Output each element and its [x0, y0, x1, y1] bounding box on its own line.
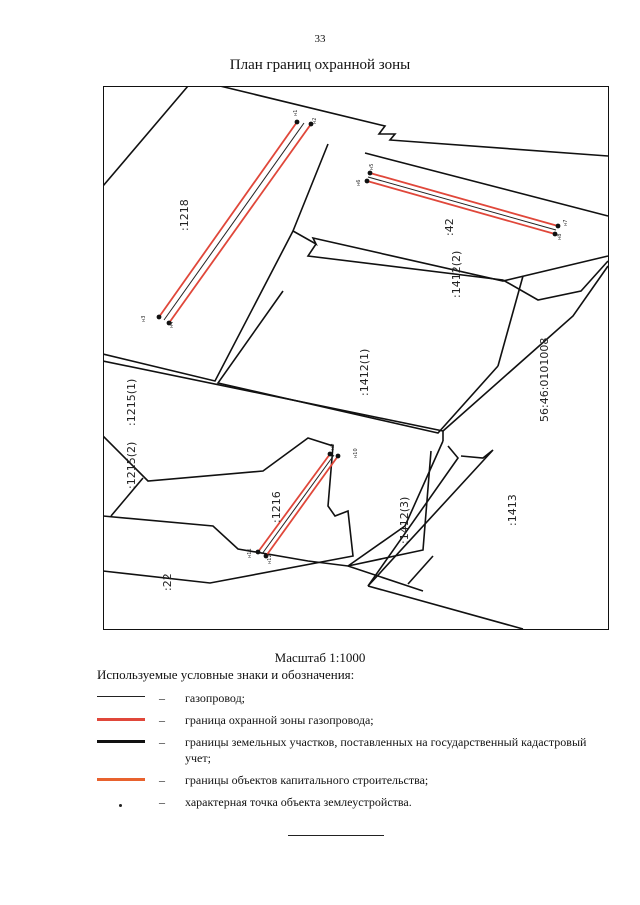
point-label-n2: н2	[312, 117, 318, 124]
point-label-n11: н11	[247, 548, 253, 558]
legend-dash: –	[159, 691, 165, 705]
map-scale: Масштаб 1:1000	[274, 650, 366, 665]
block-number-label: 56:46:0101008	[538, 337, 551, 422]
legend-item-zone	[97, 712, 597, 734]
legend-text: характерная точка объекта землеустройства.	[185, 795, 412, 809]
legend-text: газопровод;	[185, 691, 246, 705]
point-label-n10: н10	[353, 448, 359, 458]
legend-text: граница охранной зоны газопровода;	[185, 713, 374, 727]
point-label-n3: н3	[141, 315, 147, 322]
legend-item-buildings	[97, 772, 597, 794]
point-label-n9: н9	[330, 443, 336, 450]
legend-dash: –	[159, 735, 165, 749]
legend-text: границы объектов капитального строительства;	[185, 773, 429, 787]
building-line-symbol	[97, 778, 145, 781]
parcel-label-1412-1: :1412(1)	[358, 348, 371, 396]
legend-item-parcels	[97, 734, 597, 772]
parcel-label-1412-2: :1412(2)	[450, 250, 463, 298]
parcel-label-22: :22	[161, 573, 174, 591]
parcel-label-1412-3: :1412(3)	[398, 496, 411, 544]
legend	[97, 690, 597, 816]
gas-line-symbol	[97, 696, 145, 697]
point-label-n12: н12	[267, 554, 273, 564]
parcel-label-1218: :1218	[178, 199, 191, 231]
legend-dash: –	[159, 795, 165, 809]
point-label-n8: н8	[557, 233, 563, 240]
legend-dash: –	[159, 773, 165, 787]
page-title: План границ охранной зоны	[229, 57, 411, 73]
parcel-label-1215-2: :1215(2)	[125, 441, 138, 489]
page-number: 33	[314, 33, 326, 45]
legend-item-gas	[97, 690, 597, 712]
legend-item-point	[97, 794, 597, 816]
footer-rule	[288, 835, 384, 836]
parcel-label-42: :42	[443, 218, 456, 236]
parcel-label-1413: :1413	[506, 494, 519, 526]
point-label-n7: н7	[563, 219, 569, 226]
legend-title: Используемые условные знаки и обозначения:	[97, 667, 355, 682]
parcel-line-symbol	[97, 740, 145, 743]
point-label-n4: н4	[169, 321, 175, 328]
parcel-label-1216: :1216	[270, 491, 283, 523]
point-symbol	[119, 804, 122, 807]
parcel-label-1215-1: :1215(1)	[125, 378, 138, 426]
map-frame	[104, 87, 609, 630]
point-label-n5: н5	[369, 163, 375, 170]
legend-text: границы земельных участков, поставленных на государственный кадастровый учет;	[185, 735, 587, 765]
legend-dash: –	[159, 713, 165, 727]
protection-zone-map	[103, 86, 609, 630]
zone-line-symbol	[97, 718, 145, 721]
point-label-n6: н6	[356, 179, 362, 186]
point-label-n1: н1	[293, 109, 299, 116]
